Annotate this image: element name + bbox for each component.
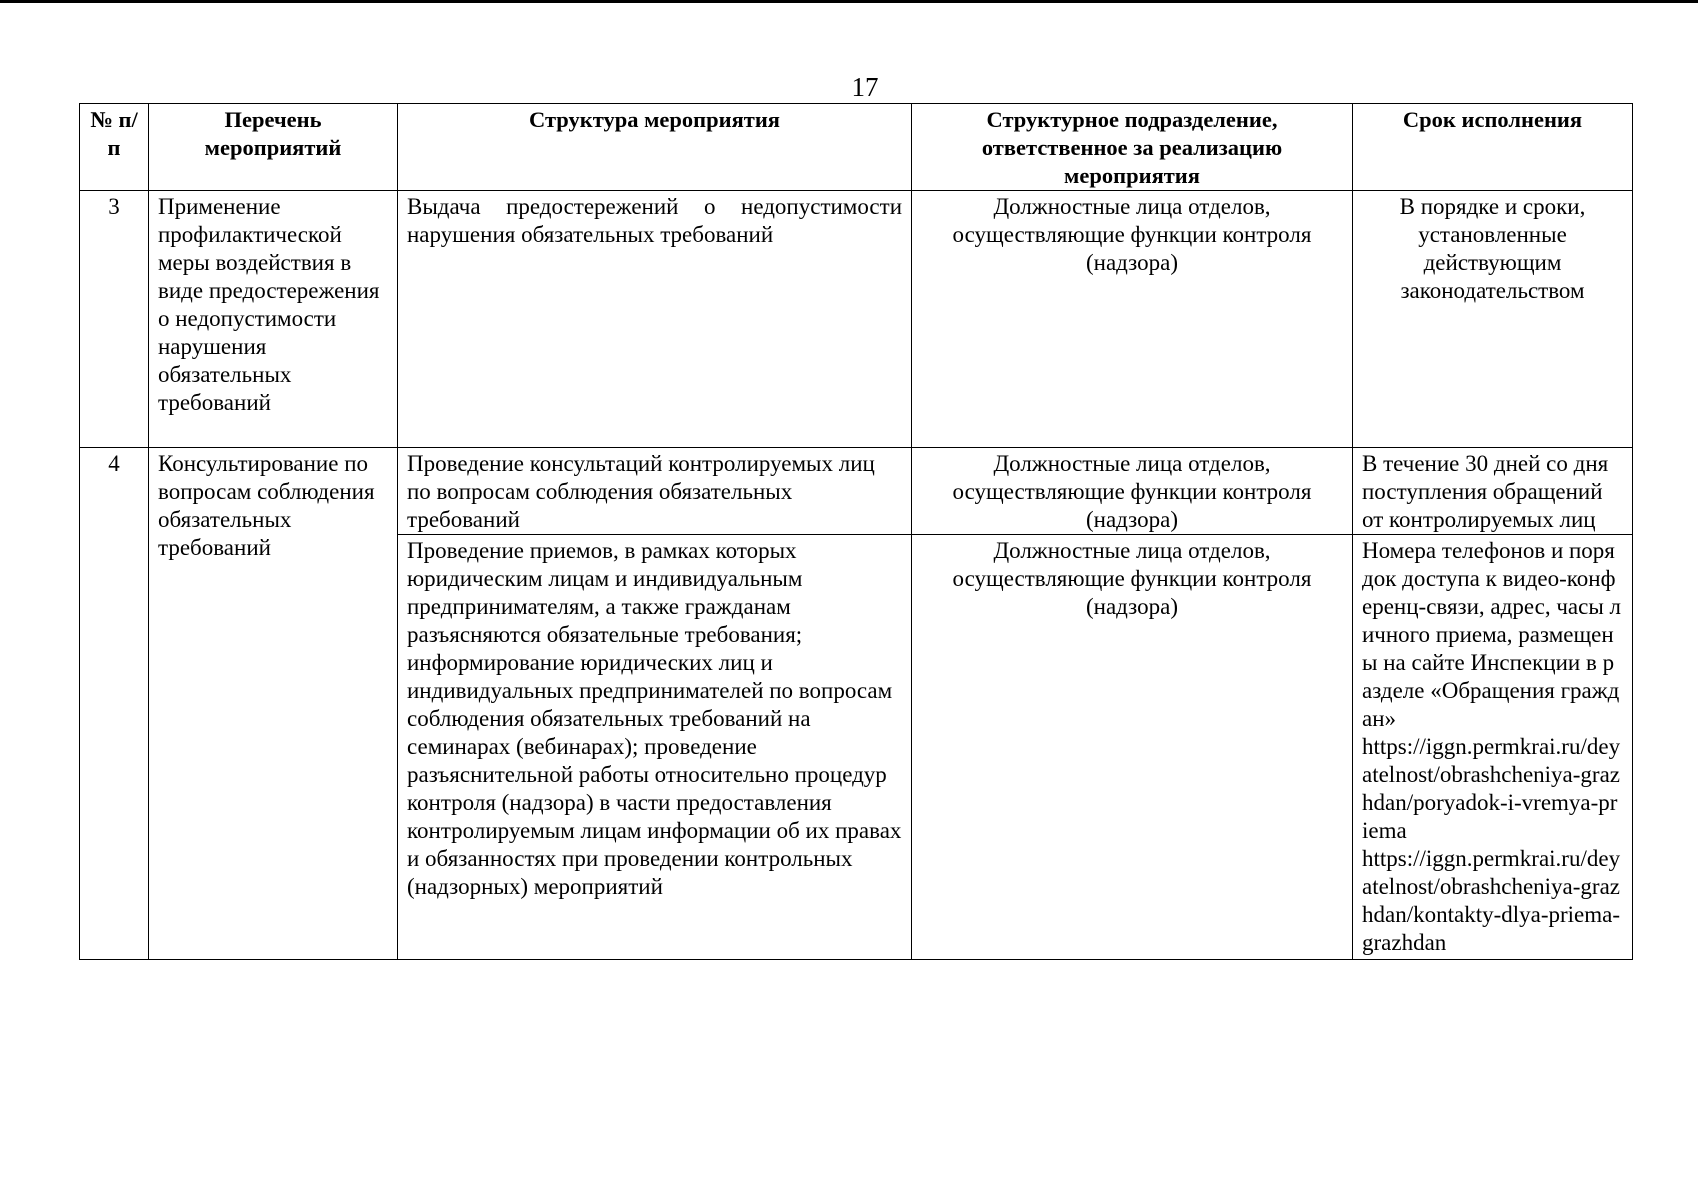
header-measure-structure: Структура мероприятия: [398, 104, 912, 191]
table-row: [80, 191, 1633, 448]
responsible-department: Должностные лица отделов, осуществляющие функции контроля (надзора): [912, 448, 1353, 535]
link-poryadok-priema[interactable]: https://iggn.permkrai.ru/deyatelnost/obrashcheniya-grazhdan/poryadok-i-vremya-priema: [1362, 734, 1621, 843]
header-deadline: Срок исполнения: [1353, 104, 1633, 191]
deadline-text: Номера телефонов и порядок доступа к видео-конференц-связи, адрес, часы личного приема, размещены на сайте Инспекции в разделе «Обращения граждан»: [1362, 538, 1621, 731]
responsible-department: Должностные лица отделов, осуществляющие функции контроля (надзора): [912, 535, 1353, 960]
responsible-department: Должностные лица отделов, осуществляющие функции контроля (надзора): [912, 191, 1353, 448]
row-number: 3: [80, 191, 149, 448]
header-measures-list: Перечень мероприятий: [149, 104, 398, 191]
top-border-line: [0, 0, 1698, 3]
measure-structure: Выдача предостережений о недопустимости нарушения обязательных требований: [398, 191, 912, 448]
page-number: 17: [851, 72, 879, 102]
link-list: [1362, 733, 1623, 957]
measure-name: Консультирование по вопросам соблюдения обязательных требований: [149, 448, 398, 960]
row-number: 4: [80, 448, 149, 960]
deadline-with-links: [1353, 535, 1633, 960]
deadline: В порядке и сроки, установленные действующим законодательством: [1353, 191, 1633, 448]
measure-name: Применение профилактической меры воздействия в виде предостережения о недопустимости нарушения обязательных требований: [149, 191, 398, 448]
header-responsible-department: Структурное подразделение, ответственное за реализацию мероприятия: [912, 104, 1353, 191]
deadline: В течение 30 дней со дня поступления обращений от контролируемых лиц: [1353, 448, 1633, 535]
table-row: [80, 448, 1633, 535]
measures-table: [79, 103, 1633, 960]
table-header-row: [80, 104, 1633, 191]
measure-structure: Проведение консультаций контролируемых лиц по вопросам соблюдения обязательных требований: [398, 448, 912, 535]
header-number: № п/п: [80, 104, 149, 191]
measure-structure: Проведение приемов, в рамках которых юридическим лицам и индивидуальным предпринимателям, а также гражданам разъясняются обязательные требования; информирование юридических лиц и индивидуальных предпринимателей по вопросам соблюдения обязательных требований на семинарах (вебинарах); проведение разъяснительной работы относительно процедур контроля (надзора) в части предоставления контролируемым лицам информации об их правах и обязанностях при проведении контрольных (надзорных) мероприятий: [398, 535, 912, 960]
link-kontakty-priema[interactable]: https://iggn.permkrai.ru/deyatelnost/obrashcheniya-grazhdan/kontakty-dlya-priema-grazhdan: [1362, 846, 1621, 955]
